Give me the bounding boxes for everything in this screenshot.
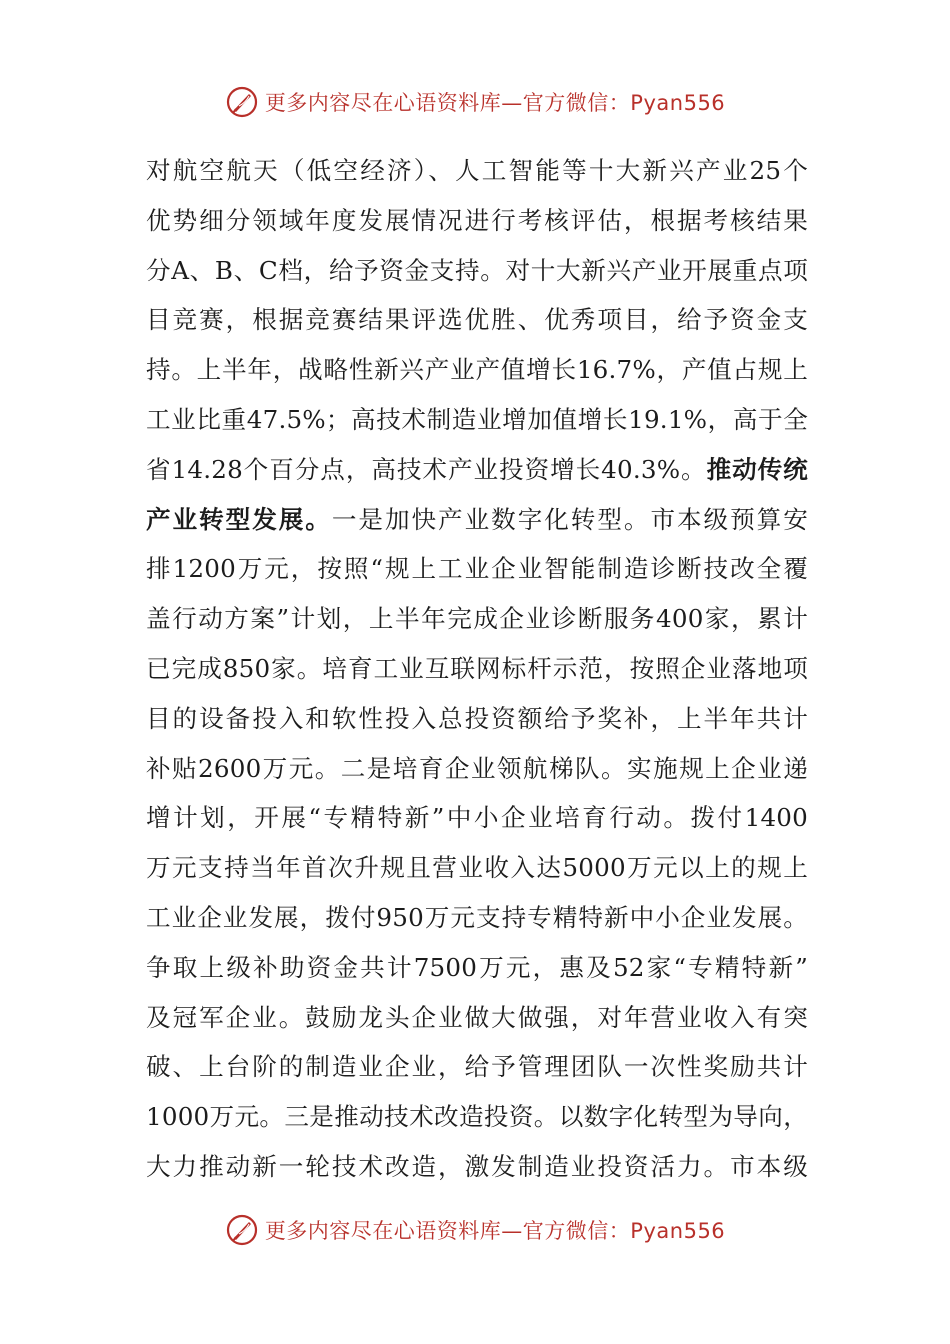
text-line: 目的设备投入和软性投入总投资额给予奖补，上半年共计	[146, 703, 808, 733]
footer-watermark	[0, 1210, 950, 1250]
text-line: 已完成850家。培育工业互联网标杆示范，按照企业落地项	[146, 653, 808, 683]
text-line: 盖行动方案”计划，上半年完成企业诊断服务400家，累计	[146, 604, 808, 634]
section-heading-start: 推动传统	[706, 454, 808, 484]
header-watermark	[0, 82, 950, 122]
watermark-text: 更多内容尽在心语资料库—官方微信：Pyan556	[264, 1219, 726, 1243]
text-line: 争取上级补助资金共计7500万元，惠及52家“专精特新”	[146, 952, 808, 982]
quill-logo-icon	[225, 1213, 259, 1247]
text-line: 持。上半年，战略性新兴产业产值增长16.7%，产值占规上	[146, 355, 808, 385]
section-heading-end: 产业转型发展。	[146, 504, 332, 534]
text-line: 工业企业发展，拨付950万元支持专精特新中小企业发展。	[146, 902, 808, 932]
text-line: 补贴2600万元。二是培育企业领航梯队。实施规上企业递	[146, 753, 808, 783]
text-line: 工业比重47.5%；高技术制造业增加值增长19.1%，高于全	[146, 404, 808, 434]
quill-logo-icon	[225, 85, 259, 119]
text-line: 目竞赛，根据竞赛结果评选优胜、优秀项目，给予资金支	[146, 305, 808, 335]
text-line: 排1200万元，按照“规上工业企业智能制造诊断技改全覆	[146, 554, 808, 584]
text-line: 破、上台阶的制造业企业，给予管理团队一次性奖励共计	[146, 1052, 808, 1082]
text-line: 增计划，开展“专精特新”中小企业培育行动。拨付1400	[146, 803, 808, 833]
text-line: 产业转型发展。一是加快产业数字化转型。市本级预算安	[146, 504, 808, 534]
text-line: 大力推动新一轮技术改造，激发制造业投资活力。市本级	[146, 1151, 808, 1181]
body-paragraph	[146, 146, 808, 1192]
text-line: 省14.28个百分点，高技术产业投资增长40.3%。推动传统	[146, 454, 808, 484]
text-line: 万元支持当年首次升规且营业收入达5000万元以上的规上	[146, 853, 808, 883]
text-line: 对航空航天（低空经济）、人工智能等十大新兴产业25个	[146, 156, 808, 185]
text-line: 分A、B、C档，给予资金支持。对十大新兴产业开展重点项	[146, 255, 808, 285]
text-line: 1000万元。三是推动技术改造投资。以数字化转型为导向，	[146, 1102, 808, 1132]
text-line: 优势细分领域年度发展情况进行考核评估，根据考核结果	[146, 205, 808, 235]
text-line: 及冠军企业。鼓励龙头企业做大做强，对年营业收入有突	[146, 1002, 808, 1032]
watermark-text: 更多内容尽在心语资料库—官方微信：Pyan556	[264, 91, 726, 115]
